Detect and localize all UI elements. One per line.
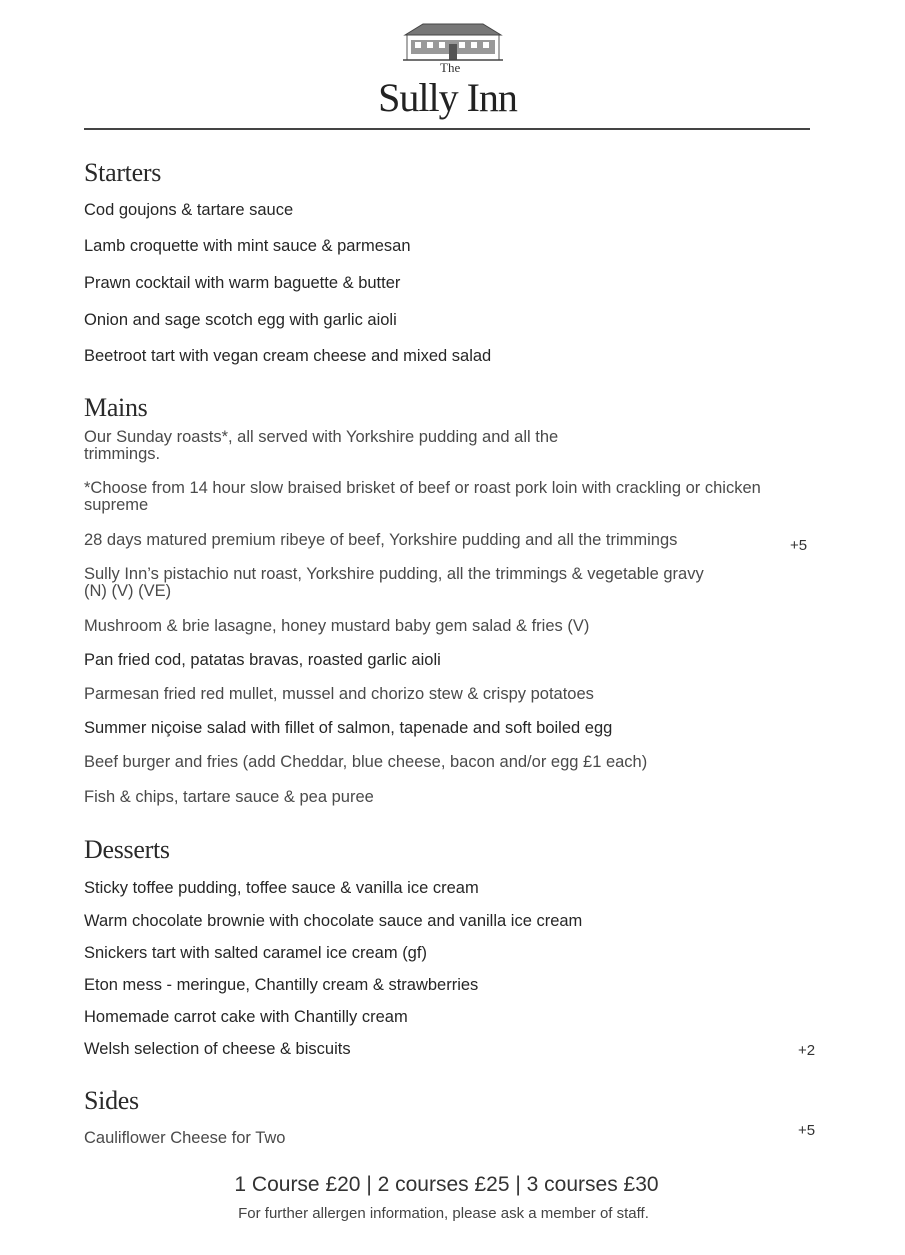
section-heading-desserts: Desserts: [84, 835, 170, 864]
starter-item: Onion and sage scotch egg with garlic aioli: [84, 311, 397, 329]
section-heading-mains: Mains: [84, 393, 148, 422]
starter-item: Lamb croquette with mint sauce & parmesan: [84, 237, 411, 255]
main-item: Parmesan fried red mullet, mussel and chorizo stew & crispy potatoes: [84, 685, 594, 703]
logo-the: The: [440, 60, 461, 75]
section-heading-sides: Sides: [84, 1086, 139, 1115]
course-prices: 1 Course £20 | 2 courses £25 | 3 courses £30: [234, 1173, 659, 1196]
dessert-item: Snickers tart with salted caramel ice cream (gf): [84, 944, 427, 962]
dessert-item: Eton mess - meringue, Chantilly cream & strawberries: [84, 976, 479, 994]
dessert-item: Welsh selection of cheese & biscuits: [84, 1040, 351, 1058]
logo-name: Sully Inn: [378, 75, 517, 120]
main-item: Beef burger and fries (add Cheddar, blue cheese, bacon and/or egg £1 each): [84, 753, 648, 771]
main-item: Our Sunday roasts*, all served with Yorkshire pudding and all the trimmings.: [84, 428, 559, 463]
main-item: Sully Inn’s pistachio nut roast, Yorkshire pudding, all the trimmings & vegetable gravy (N) (V) (VE): [84, 565, 704, 600]
section-heading-starters: Starters: [84, 158, 162, 187]
main-item: Pan fried cod, patatas bravas, roasted garlic aioli: [84, 651, 441, 669]
main-item: Summer niçoise salad with fillet of salmon, tapenade and soft boiled egg: [84, 719, 613, 737]
side-item: Cauliflower Cheese for Two: [84, 1129, 286, 1147]
starter-item: Cod goujons & tartare sauce: [84, 201, 294, 219]
logo: [0, 18, 905, 62]
allergen-note: For further allergen information, please ask a member of staff.: [238, 1205, 649, 1222]
main-item: 28 days matured premium ribeye of beef, Yorkshire pudding and all the trimmings: [84, 531, 678, 549]
ribeye-supplement: +5: [790, 537, 808, 554]
inn-building-icon: [403, 18, 503, 62]
dessert-item: Homemade carrot cake with Chantilly cream: [84, 1008, 408, 1026]
cauliflower-supplement: +5: [798, 1122, 816, 1139]
dessert-item: Warm chocolate brownie with chocolate sauce and vanilla ice cream: [84, 912, 583, 930]
starter-item: Beetroot tart with vegan cream cheese and mixed salad: [84, 347, 492, 365]
cheese-supplement: +2: [798, 1042, 816, 1059]
main-item: Fish & chips, tartare sauce & pea puree: [84, 788, 374, 806]
main-item: *Choose from 14 hour slow braised brisket of beef or roast pork loin with crackling or chicken supreme: [84, 479, 761, 514]
main-item: Mushroom & brie lasagne, honey mustard baby gem salad & fries (V): [84, 617, 590, 635]
header-divider: [84, 128, 810, 130]
starter-item: Prawn cocktail with warm baguette & butter: [84, 274, 401, 292]
dessert-item: Sticky toffee pudding, toffee sauce & vanilla ice cream: [84, 879, 479, 897]
